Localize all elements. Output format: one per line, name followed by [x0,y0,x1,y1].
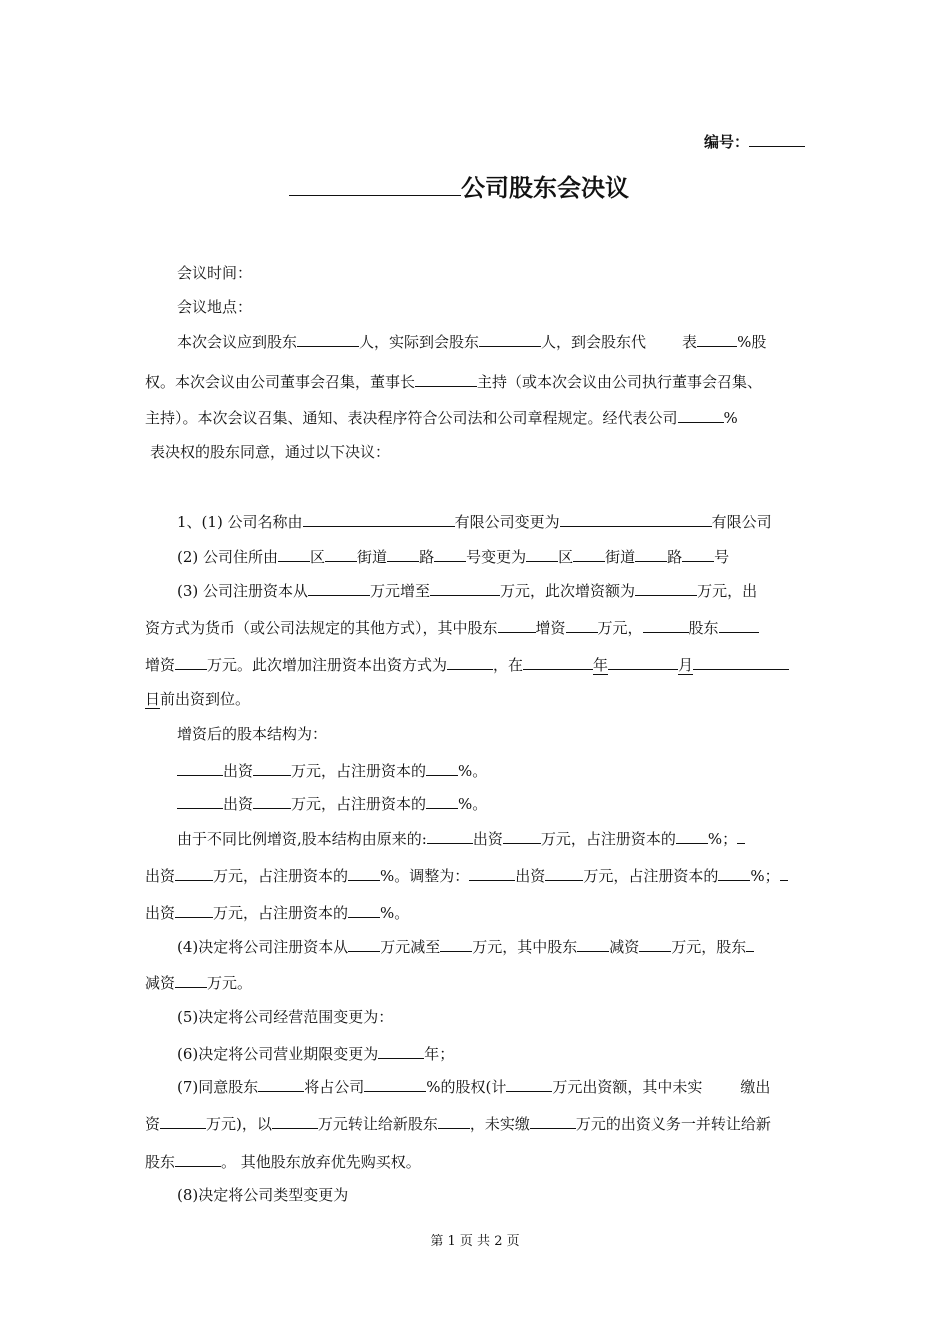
unequal-line-2 [145,864,788,886]
text: 出资 [145,867,176,885]
blank[interactable] [438,1112,470,1129]
text: 资方式为货币（或公司法规定的其他方式），其中股东 [145,619,498,637]
text: 股东 [145,1153,176,1171]
blank[interactable] [308,579,370,596]
blank[interactable] [253,792,291,809]
text: 出资 [515,867,546,885]
text: 增资 [145,656,176,674]
blank[interactable] [678,406,724,423]
text: (7)同意股东 [177,1078,259,1096]
text: 万元， [597,619,643,637]
blank[interactable] [364,1075,426,1092]
text: ，在 [493,656,524,674]
blank[interactable] [693,653,789,670]
blank[interactable] [348,864,380,881]
text: 1、(1) 公司名称由 [177,513,303,531]
text: %； [750,867,780,885]
text: 万元的出资义务一并转让给新 [575,1115,771,1133]
intro-line-4: 表决权的股东同意，通过以下决议： [150,443,391,461]
text: %。 [458,795,488,813]
blank[interactable] [325,545,357,562]
blank[interactable] [258,1075,304,1092]
blank[interactable] [780,864,788,881]
blank[interactable] [545,864,583,881]
blank[interactable] [526,545,558,562]
title-text: 公司股东会决议 [461,174,629,202]
blank[interactable] [682,545,714,562]
text: 街道 [357,548,388,566]
blank[interactable] [479,330,541,347]
unequal-line-1 [177,827,745,849]
text: 万元，占注册资本的 [291,795,427,813]
page-title [289,168,629,203]
structure-row-1 [177,759,487,781]
text: 出资 [223,795,254,813]
blank[interactable] [523,653,593,670]
text: 年 [593,656,609,674]
blank[interactable] [348,901,380,918]
text: 缴出 [740,1078,771,1096]
intro-line-2 [145,370,762,392]
text: 权。本次会议由公司董事会召集，董事长 [145,373,416,391]
blank[interactable] [577,935,609,952]
blank[interactable] [175,864,213,881]
text: ，未实缴 [469,1115,530,1133]
meeting-time: 会议时间： [177,264,253,282]
blank[interactable] [175,901,213,918]
text: 出资 [472,830,503,848]
text: 万元增至 [370,582,431,600]
text: 减资 [145,974,176,992]
text: 万元。 [207,974,253,992]
text: 人，实际到会股东 [359,333,480,351]
text: 股东 [688,619,719,637]
blank[interactable] [177,759,223,776]
blank[interactable] [719,616,759,633]
blank[interactable] [718,864,750,881]
blank[interactable] [506,1075,552,1092]
blank[interactable] [573,545,605,562]
structure-heading: 增资后的股本结构为： [177,725,328,743]
structure-row-2 [177,792,487,814]
text: 万元减至 [380,938,441,956]
text: 有限公司变更为 [454,513,560,531]
text: 万元，占注册资本的 [583,867,719,885]
blank[interactable] [430,579,500,596]
blank[interactable] [427,827,473,844]
blank[interactable] [635,545,667,562]
text: 主持）。本次会议召集、通知、表决程序符合公司法和公司章程规定。经代表公司 [145,409,678,427]
blank[interactable] [378,1042,424,1059]
resolution-3-line-1 [177,579,757,601]
blank[interactable] [303,510,455,527]
text: 万元，占注册资本的 [540,830,676,848]
text: (6)决定将公司营业期限变更为 [177,1045,379,1063]
text: 月 [678,656,694,674]
blank[interactable] [440,935,472,952]
text: 万元，股东 [671,938,747,956]
blank[interactable] [746,935,754,952]
text: 区 [558,548,574,566]
blank[interactable] [530,1112,576,1129]
text: 有限公司 [711,513,772,531]
blank[interactable] [297,330,359,347]
text: 万元。此次增加注册资本出资方式为 [207,656,448,674]
resolution-6 [177,1042,454,1064]
resolution-1-name [177,510,772,532]
text: 万元出资额，其中未实 [552,1078,703,1096]
text: 主持（或本次会议由公司执行董事会召集、 [477,373,763,391]
text: %股 [737,333,767,351]
text: (3) 公司注册资本从 [177,582,309,600]
text: 万元，出 [697,582,758,600]
resolution-2-address [177,545,729,567]
text: 前出资到位。 [160,690,251,708]
number-label: 编号： [704,133,750,151]
blank[interactable] [635,579,697,596]
text: % [723,409,738,427]
text: 由于不同比例增资,股本结构由原来的: [177,830,427,848]
text: 万元，占注册资本的 [213,904,349,922]
blank[interactable] [415,370,477,387]
company-name-blank[interactable] [289,169,461,196]
text: 万元，此次增资额为 [500,582,636,600]
text: 万元，占注册资本的 [291,762,427,780]
blank[interactable] [560,510,712,527]
text: 人，到会股东代 [541,333,647,351]
text: %。调整为： [380,867,470,885]
text: 本次会议应到股东 [177,333,298,351]
blank[interactable] [253,759,291,776]
text: 日 [145,690,161,708]
text: (4)决定将公司注册资本从 [177,938,349,956]
text: 区 [310,548,326,566]
resolution-3-line-3 [145,653,789,675]
resolution-4-line-1 [177,935,754,957]
text: 万元转让给新股东 [317,1115,438,1133]
text: 路 [667,548,683,566]
blank[interactable] [498,616,536,633]
text: 减资 [609,938,640,956]
resolution-7-line-2 [145,1112,771,1134]
blank[interactable] [566,616,598,633]
text: 万元)，以 [206,1115,272,1133]
text: 出资 [223,762,254,780]
text: (2) 公司住所由 [177,548,279,566]
resolution-4-line-2 [145,971,252,993]
blank[interactable] [426,759,458,776]
blank[interactable] [697,330,737,347]
blank[interactable] [469,864,515,881]
blank[interactable] [177,792,223,809]
page-footer: 第 1 页 共 2 页 [430,1234,520,1249]
intro-line-1 [177,330,766,352]
text: 号变更为 [466,548,527,566]
resolution-3-line-4 [145,689,250,709]
blank[interactable] [387,545,419,562]
text: %。 [380,904,410,922]
blank[interactable] [175,971,207,988]
text: 资 [145,1115,161,1133]
blank[interactable] [447,653,493,670]
resolution-8: (8)决定将公司类型变更为 [177,1186,349,1204]
text: 万元，占注册资本的 [213,867,349,885]
blank[interactable] [278,545,310,562]
text: 增资 [535,619,566,637]
text: 出资 [145,904,176,922]
text: 将占公司 [304,1078,365,1096]
blank[interactable] [608,653,678,670]
text: %。 [458,762,488,780]
resolution-5: (5)决定将公司经营范围变更为： [177,1008,394,1026]
blank[interactable] [426,792,458,809]
text: 街道 [605,548,636,566]
text: 。 其他股东放弃优先购买权。 [221,1153,421,1171]
blank[interactable] [639,935,671,952]
number-blank[interactable] [749,130,805,147]
document-number [704,130,805,152]
blank[interactable] [272,1112,318,1129]
blank[interactable] [175,653,207,670]
blank[interactable] [737,827,745,844]
text: 路 [419,548,435,566]
blank[interactable] [348,935,380,952]
intro-line-3 [145,406,738,428]
text: %的股权(计 [426,1078,507,1096]
unequal-line-3 [145,901,409,923]
resolution-3-line-2 [145,616,759,638]
text: 号 [714,548,730,566]
text: 年； [424,1045,455,1063]
blank[interactable] [643,616,689,633]
blank[interactable] [503,827,541,844]
text: %； [707,830,738,848]
text: 万元，其中股东 [472,938,578,956]
meeting-place: 会议地点： [177,298,253,316]
blank[interactable] [676,827,708,844]
text: 表 [682,333,698,351]
resolution-7-line-3 [145,1150,421,1172]
blank[interactable] [434,545,466,562]
blank[interactable] [175,1150,221,1167]
blank[interactable] [160,1112,206,1129]
resolution-7-line-1 [177,1075,770,1097]
